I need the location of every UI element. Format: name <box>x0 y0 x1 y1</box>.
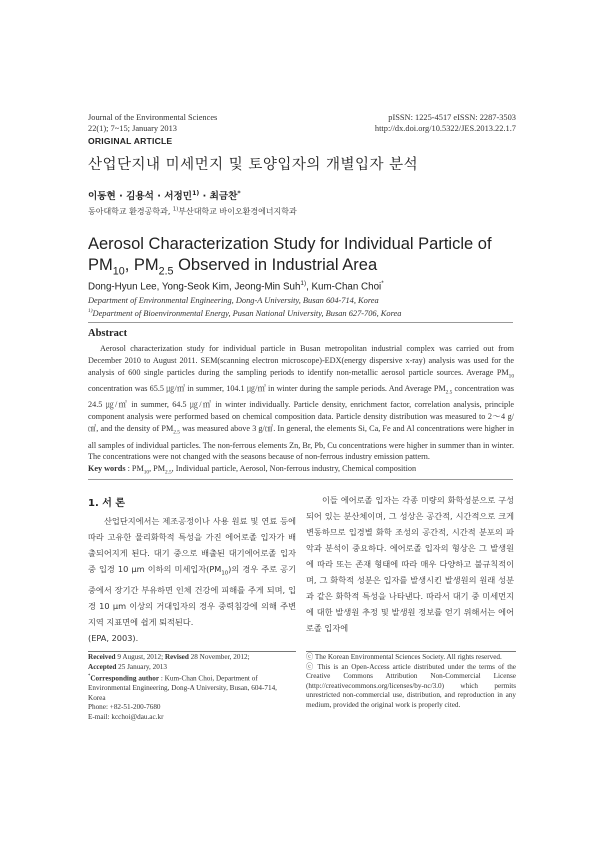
abstract-top-rule <box>88 322 513 323</box>
journal-header-right <box>375 112 516 134</box>
footnote-dates-contact <box>88 653 296 723</box>
journal-name: Journal of the Environmental Sciences <box>88 113 218 122</box>
reference-epa: (EPA, 2003). <box>88 632 139 643</box>
phone: Phone: +82-51-200-7680 <box>88 703 161 712</box>
corresponding-author: *Corresponding author : Kum-Chan Choi, Department of Environmental Engineering, Dong-A University, Busan, 604-714, Korea <box>88 674 277 702</box>
korean-affiliation: 동아대학교 환경공학과, $^{1)}$부산대학교 바이오환경에너지학과 <box>88 206 297 216</box>
english-affiliation-2: $^{1)}$Department of Bioenvironmental Energy, Pusan National University, Busan 627-706, Korea <box>88 308 402 318</box>
copyright-notice: ⓒ The Korean Environmental Sciences Society. All rights reserved. <box>306 653 502 661</box>
introduction-heading: 1. 서 론 <box>88 498 126 509</box>
keywords: Key words : $PM_{10}$, $PM_{2.5}$, Individual particle, Aerosol, Non-ferrous industry, Chemical composition <box>88 464 417 476</box>
journal-header-left <box>88 112 217 134</box>
english-authors: Dong-Hyun Lee, Yong-Seok Kim, Jeong-Min Suh$^{1)}$, Kum-Chan Choi* <box>88 280 384 293</box>
korean-authors: 이동현 · 김용석 · 서정민$^{1)}$ · 최금찬* <box>88 189 241 202</box>
abstract-heading: Abstract <box>88 328 128 339</box>
article-type: ORIGINAL ARTICLE <box>88 136 173 146</box>
footnote-license <box>306 653 516 711</box>
english-title: Aerosol Characterization Study for Individual Particle of $PM_{10}$, $PM_{2.5}$ Observed in Industrial Area <box>88 235 492 278</box>
introduction-right-column: 이들 에어로졸 입자는 각종 미량의 화학성분으로 구성되어 있는 분산체이며, 그 성상은 공간적, 시간적으로 크게 변동하므로 입경별 화학 조성의 공간적, 시간적 분포의 파악과 분석이 중요하다. 에어로졸 입자의 형상은 그 발생원에 따라 또는 존재 형태에 따라 매우 다양하고 불규칙적이며, 그 화학적 성분은 입자를 발생시킨 발생원의 원래 성분과 같은 화학적 특성을 나타낸다. 따라서 대기 중 미세먼지에 대한 발생원 추정 및 발생원 정보를 얻기 위해서는 에어로졸 입자에 <box>306 495 514 633</box>
received-dates: Received 9 August, 2012; Revised 28 November, 2012; <box>88 653 250 661</box>
abstract-body: Aerosol characterization study for individual particle in Busan metropolitan industrial complex was carried out from December 2010 to August 2011. SEM(scanning electron microscope)-EDX(energy dispersive x-ray) analysis was used for the analysis of 600 single particles during the sampling periods to identify non-metallic aerosol particle sources. Average $PM_{10}$ concentration was 65.5 ㎍/㎥ in summer, 104.1 ㎍/㎥ in winter during the sample periods. And Average $PM_{2.5}$ concentration was 24.5 ㎍/㎥ in summer, 64.5 ㎍/㎥ in winter individually. Particle density, enrichment factor, correlation analysis, principle component analysis were performed based on chemical composition data. Particle density distribution was measured to 2～4 g/㎤, and the density of $PM_{2.5}$ was measured above 3 g/㎤. In general, the elements Si, Ca, Fe and Al concentrations were higher in all samples of individual particles. The non-ferrous elements Zn, Br, Pb, Cu concentrations were higher in summer than in winter. The concentrations were not changed with the seasons because of non-ferrous industry emission pattern. <box>88 344 514 462</box>
journal-issue: 22(1); 7~15; January 2013 <box>88 124 177 133</box>
email[interactable]: E-mail: kcchoi@dau.ac.kr <box>88 712 164 721</box>
korean-title: 산업단지내 미세먼지 및 토양입자의 개별입자 분석 <box>88 157 419 173</box>
license-notice: ⓒ This is an Open-Access article distributed under the terms of the Creative Commons Attribution Non-Commercial License (http://creativecommons.org/licenses/by-nc/3.0) which permits unrestricted non-commercial use, distribution, and reproduction in any medium, provided the original work is properly cited. <box>306 662 516 709</box>
doi-link[interactable]: http://dx.doi.org/10.5322/JES.2013.22.1.7 <box>374 124 516 133</box>
footnote-rule-right <box>306 651 516 652</box>
english-affiliation-1: Department of Environmental Engineering, Dong-A University, Busan 604-714, Korea <box>88 296 379 305</box>
accepted-date: Accepted 25 January, 2013 <box>88 662 167 671</box>
issn: pISSN: 1225-4517 eISSN: 2287-3503 <box>388 113 516 122</box>
footnote-rule-left <box>88 651 296 652</box>
introduction-left-column: 산업단지에서는 제조공정이나 사용 원료 및 연료 등에 따라 고유한 물리화학적 특성을 가진 에어로졸 입자가 배출되어지게 된다. 대기 중으로 배출된 대기에어로졸 입자 중 입경 10 μm 이하의 미세입자$(PM_{10})$의 경우 주로 공기 중에서 장기간 부유하면 인체 건강에 피해를 주게 되며, 입경 10 μm 이상의 거대입자의 경우 중력침강에 의해 주변지역 지표면에 쉽게 퇴적된다. (EPA, 2003). <box>88 513 296 646</box>
keywords-bottom-rule <box>88 479 513 480</box>
